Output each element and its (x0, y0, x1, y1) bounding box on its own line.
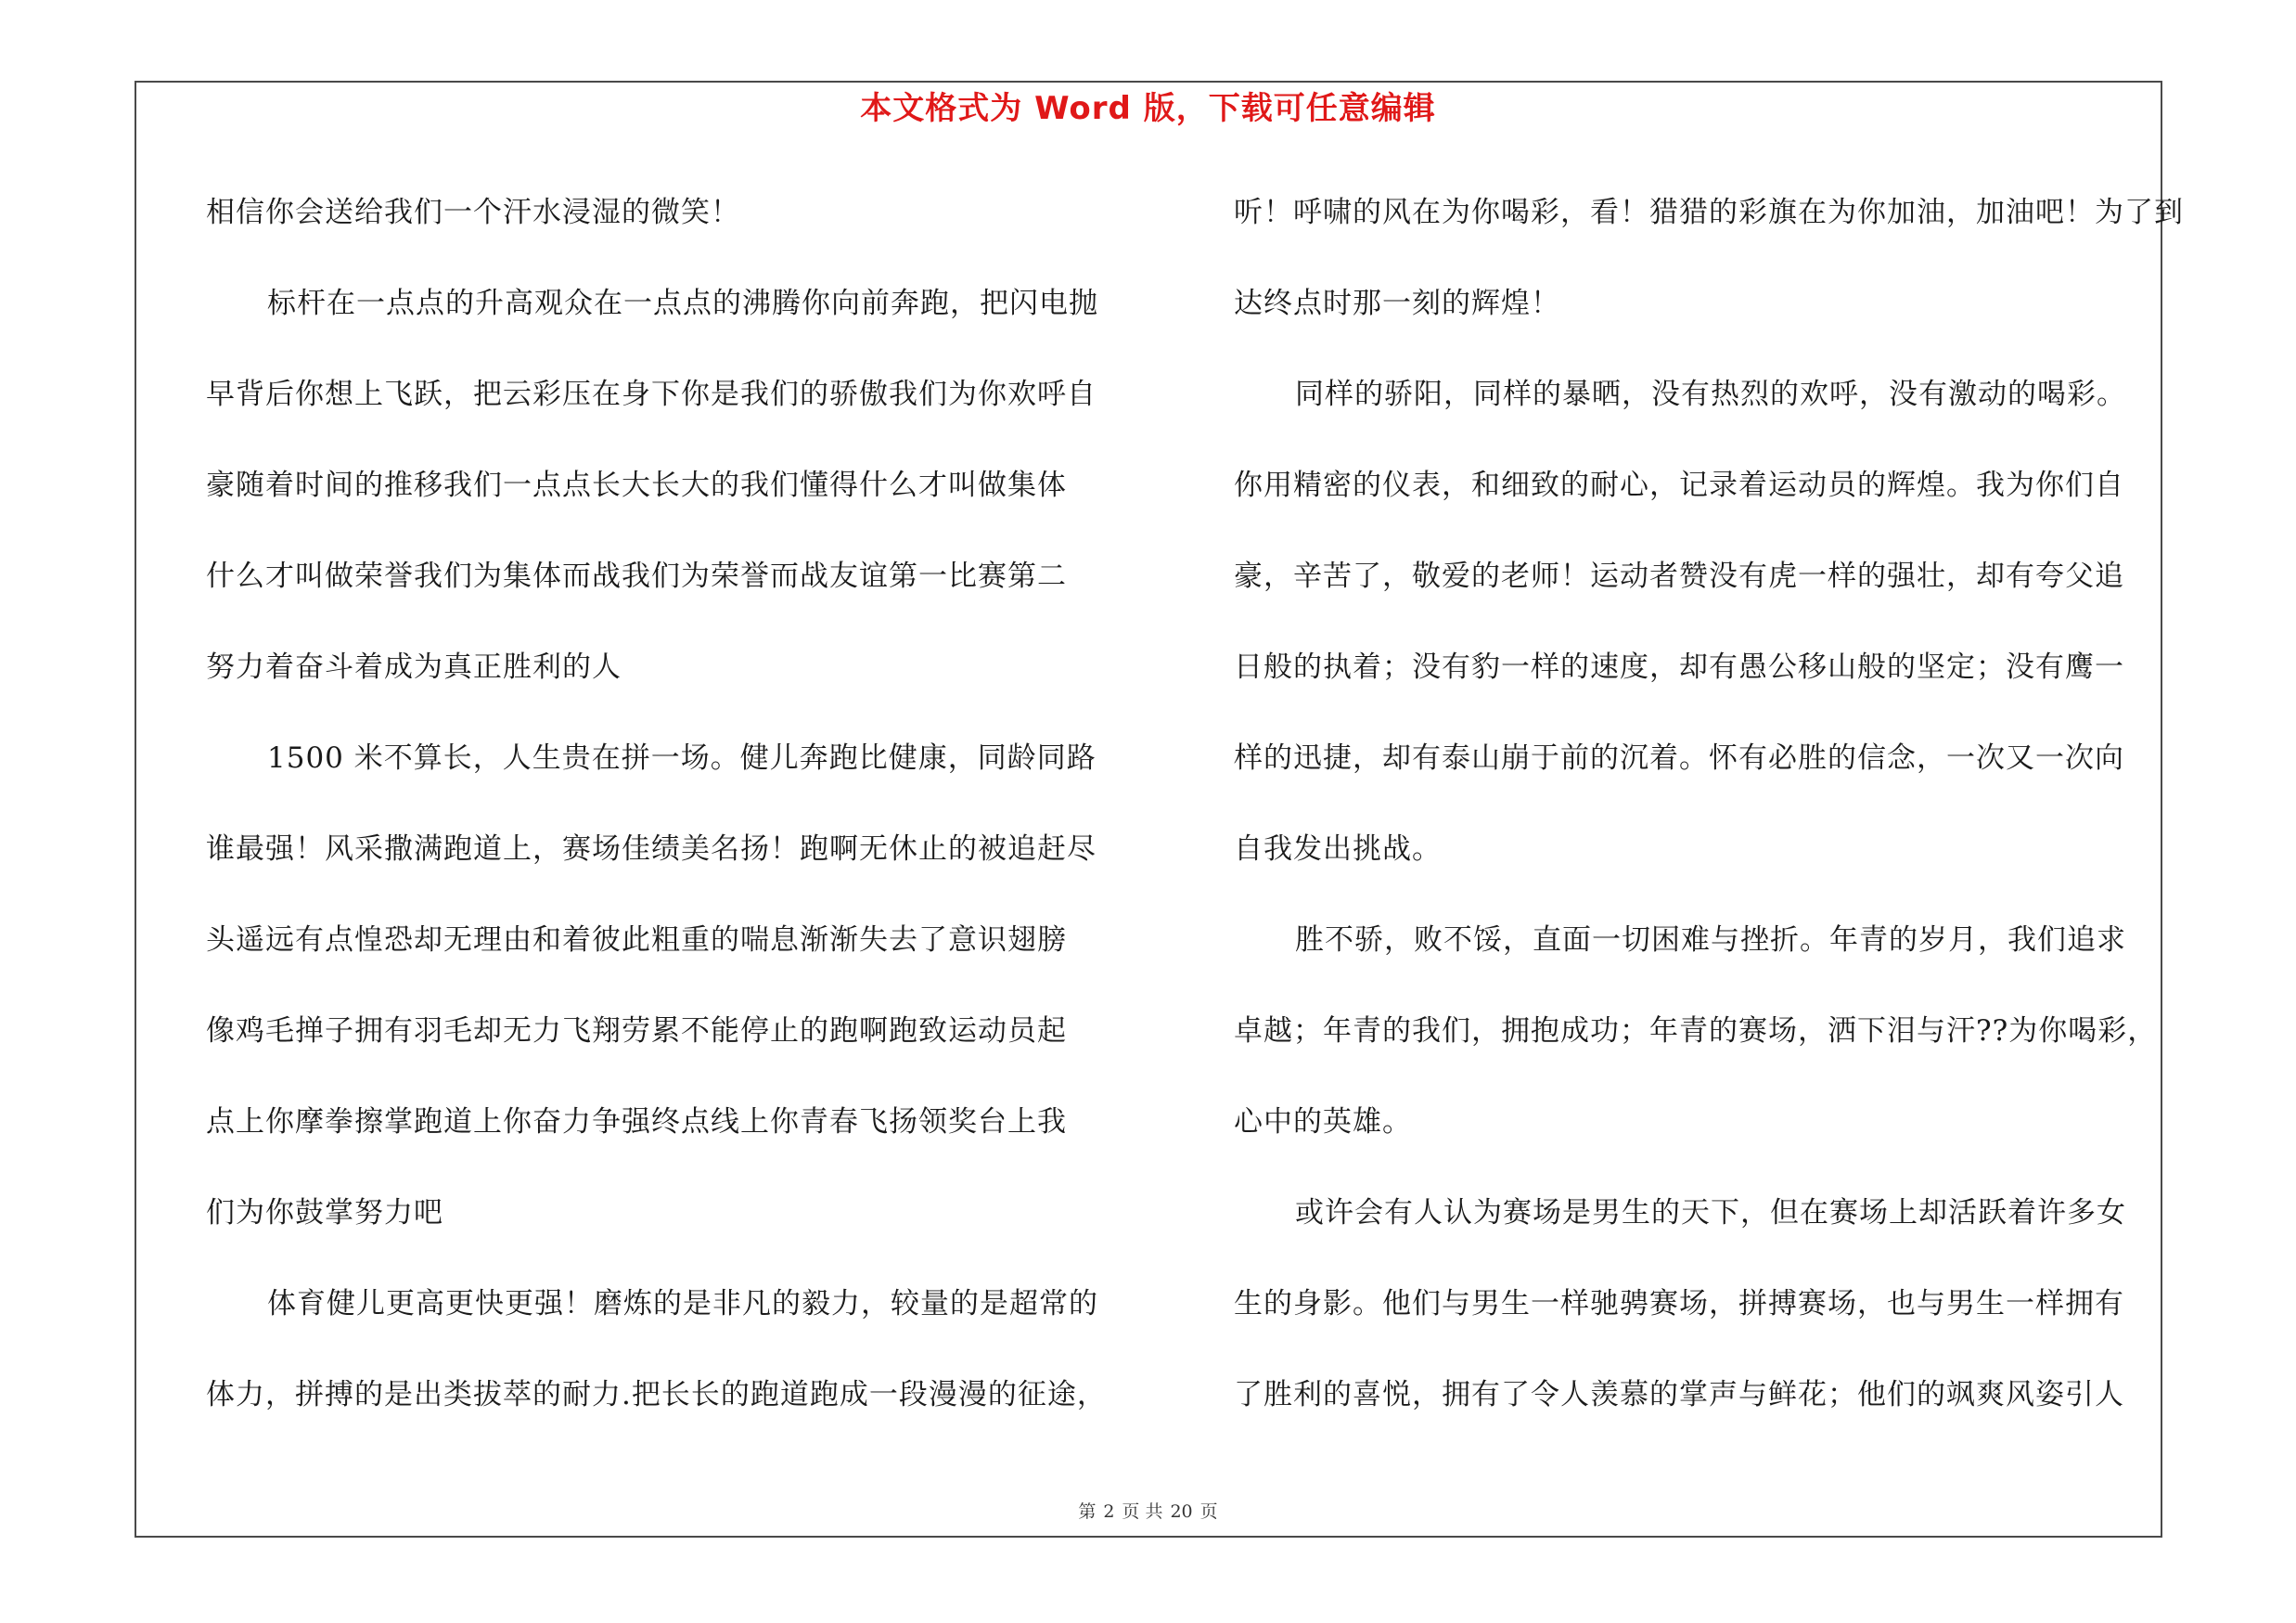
text-line: 点上你摩拳擦掌跑道上你奋力争强终点线上你青春飞扬领奖台上我 (206, 1105, 1067, 1139)
text-line: 谁最强！风采撒满跑道上，赛场佳绩美名扬！跑啊无休止的被追赶尽 (206, 832, 1097, 866)
text-line: 心中的英雄。 (1234, 1105, 1412, 1139)
text-line: 1500 米不算长，人生贵在拼一场。健儿奔跑比健康，同龄同路 (267, 741, 1097, 775)
text-line: 达终点时那一刻的辉煌！ (1234, 287, 1560, 320)
format-notice-banner: 本文格式为 Word 版，下载可任意编辑 (860, 90, 1436, 127)
text-line: 生的身影。他们与男生一样驰骋赛场，拼搏赛场，也与男生一样拥有 (1234, 1287, 2124, 1320)
text-line: 样的迅捷，却有泰山崩于前的沉着。怀有必胜的信念，一次又一次向 (1234, 741, 2124, 775)
total-page-count: 20 (1170, 1501, 1193, 1522)
text-line: 体力，拼搏的是出类拔萃的耐力.把长长的跑道跑成一段漫漫的征途， (206, 1378, 1107, 1411)
text-line: 卓越；年青的我们，拥抱成功；年青的赛场，洒下泪与汗??为你喝彩， (1234, 1014, 2158, 1048)
text-line: 标杆在一点点的升高观众在一点点的沸腾你向前奔跑，把闪电抛 (267, 287, 1098, 320)
text-line: 自我发出挑战。 (1234, 832, 1442, 866)
page-number-footer (0, 1498, 2296, 1523)
text-line: 胜不骄，败不馁，直面一切困难与挫折。年青的岁月，我们追求 (1295, 923, 2126, 957)
text-line: 你用精密的仪表，和细致的耐心，记录着运动员的辉煌。我为你们自 (1234, 469, 2124, 502)
text-line: 努力着奋斗着成为真正胜利的人 (206, 650, 622, 684)
right-text-column (1234, 184, 2184, 1457)
text-line: 听！呼啸的风在为你喝彩，看！猎猎的彩旗在为你加油，加油吧！为了到 (1234, 196, 2184, 229)
text-line: 头遥远有点惶恐却无理由和着彼此粗重的喘息渐渐失去了意识翅膀 (206, 923, 1067, 957)
text-line: 日般的执着；没有豹一样的速度，却有愚公移山般的坚定；没有鹰一 (1234, 650, 2124, 684)
footer-prefix: 第 (1078, 1501, 1097, 1522)
text-line: 或许会有人认为赛场是男生的天下，但在赛场上却活跃着许多女 (1295, 1196, 2126, 1230)
text-line: 了胜利的喜悦，拥有了令人羡慕的掌声与鲜花；他们的飒爽风姿引人 (1234, 1378, 2124, 1411)
footer-middle: 页 共 (1122, 1501, 1163, 1522)
text-line: 豪随着时间的推移我们一点点长大长大的我们懂得什么才叫做集体 (206, 469, 1067, 502)
text-line: 豪，辛苦了，敬爱的老师！运动者赞没有虎一样的强壮，却有夸父追 (1234, 560, 2124, 593)
text-line: 早背后你想上飞跃，把云彩压在身下你是我们的骄傲我们为你欢呼自 (206, 378, 1097, 411)
text-line: 体育健儿更高更快更强！磨炼的是非凡的毅力，较量的是超常的 (267, 1287, 1098, 1320)
current-page-number: 2 (1103, 1501, 1115, 1522)
text-line: 像鸡毛掸子拥有羽毛却无力飞翔劳累不能停止的跑啊跑致运动员起 (206, 1014, 1067, 1048)
text-line: 同样的骄阳，同样的暴晒，没有热烈的欢呼，没有激动的喝彩。 (1295, 378, 2126, 411)
text-line: 什么才叫做荣誉我们为集体而战我们为荣誉而战友谊第一比赛第二 (206, 560, 1067, 593)
footer-suffix: 页 (1199, 1501, 1218, 1522)
text-line: 们为你鼓掌努力吧 (206, 1196, 443, 1230)
left-text-column (206, 184, 1129, 1457)
text-line: 相信你会送给我们一个汗水浸湿的微笑！ (206, 196, 740, 229)
